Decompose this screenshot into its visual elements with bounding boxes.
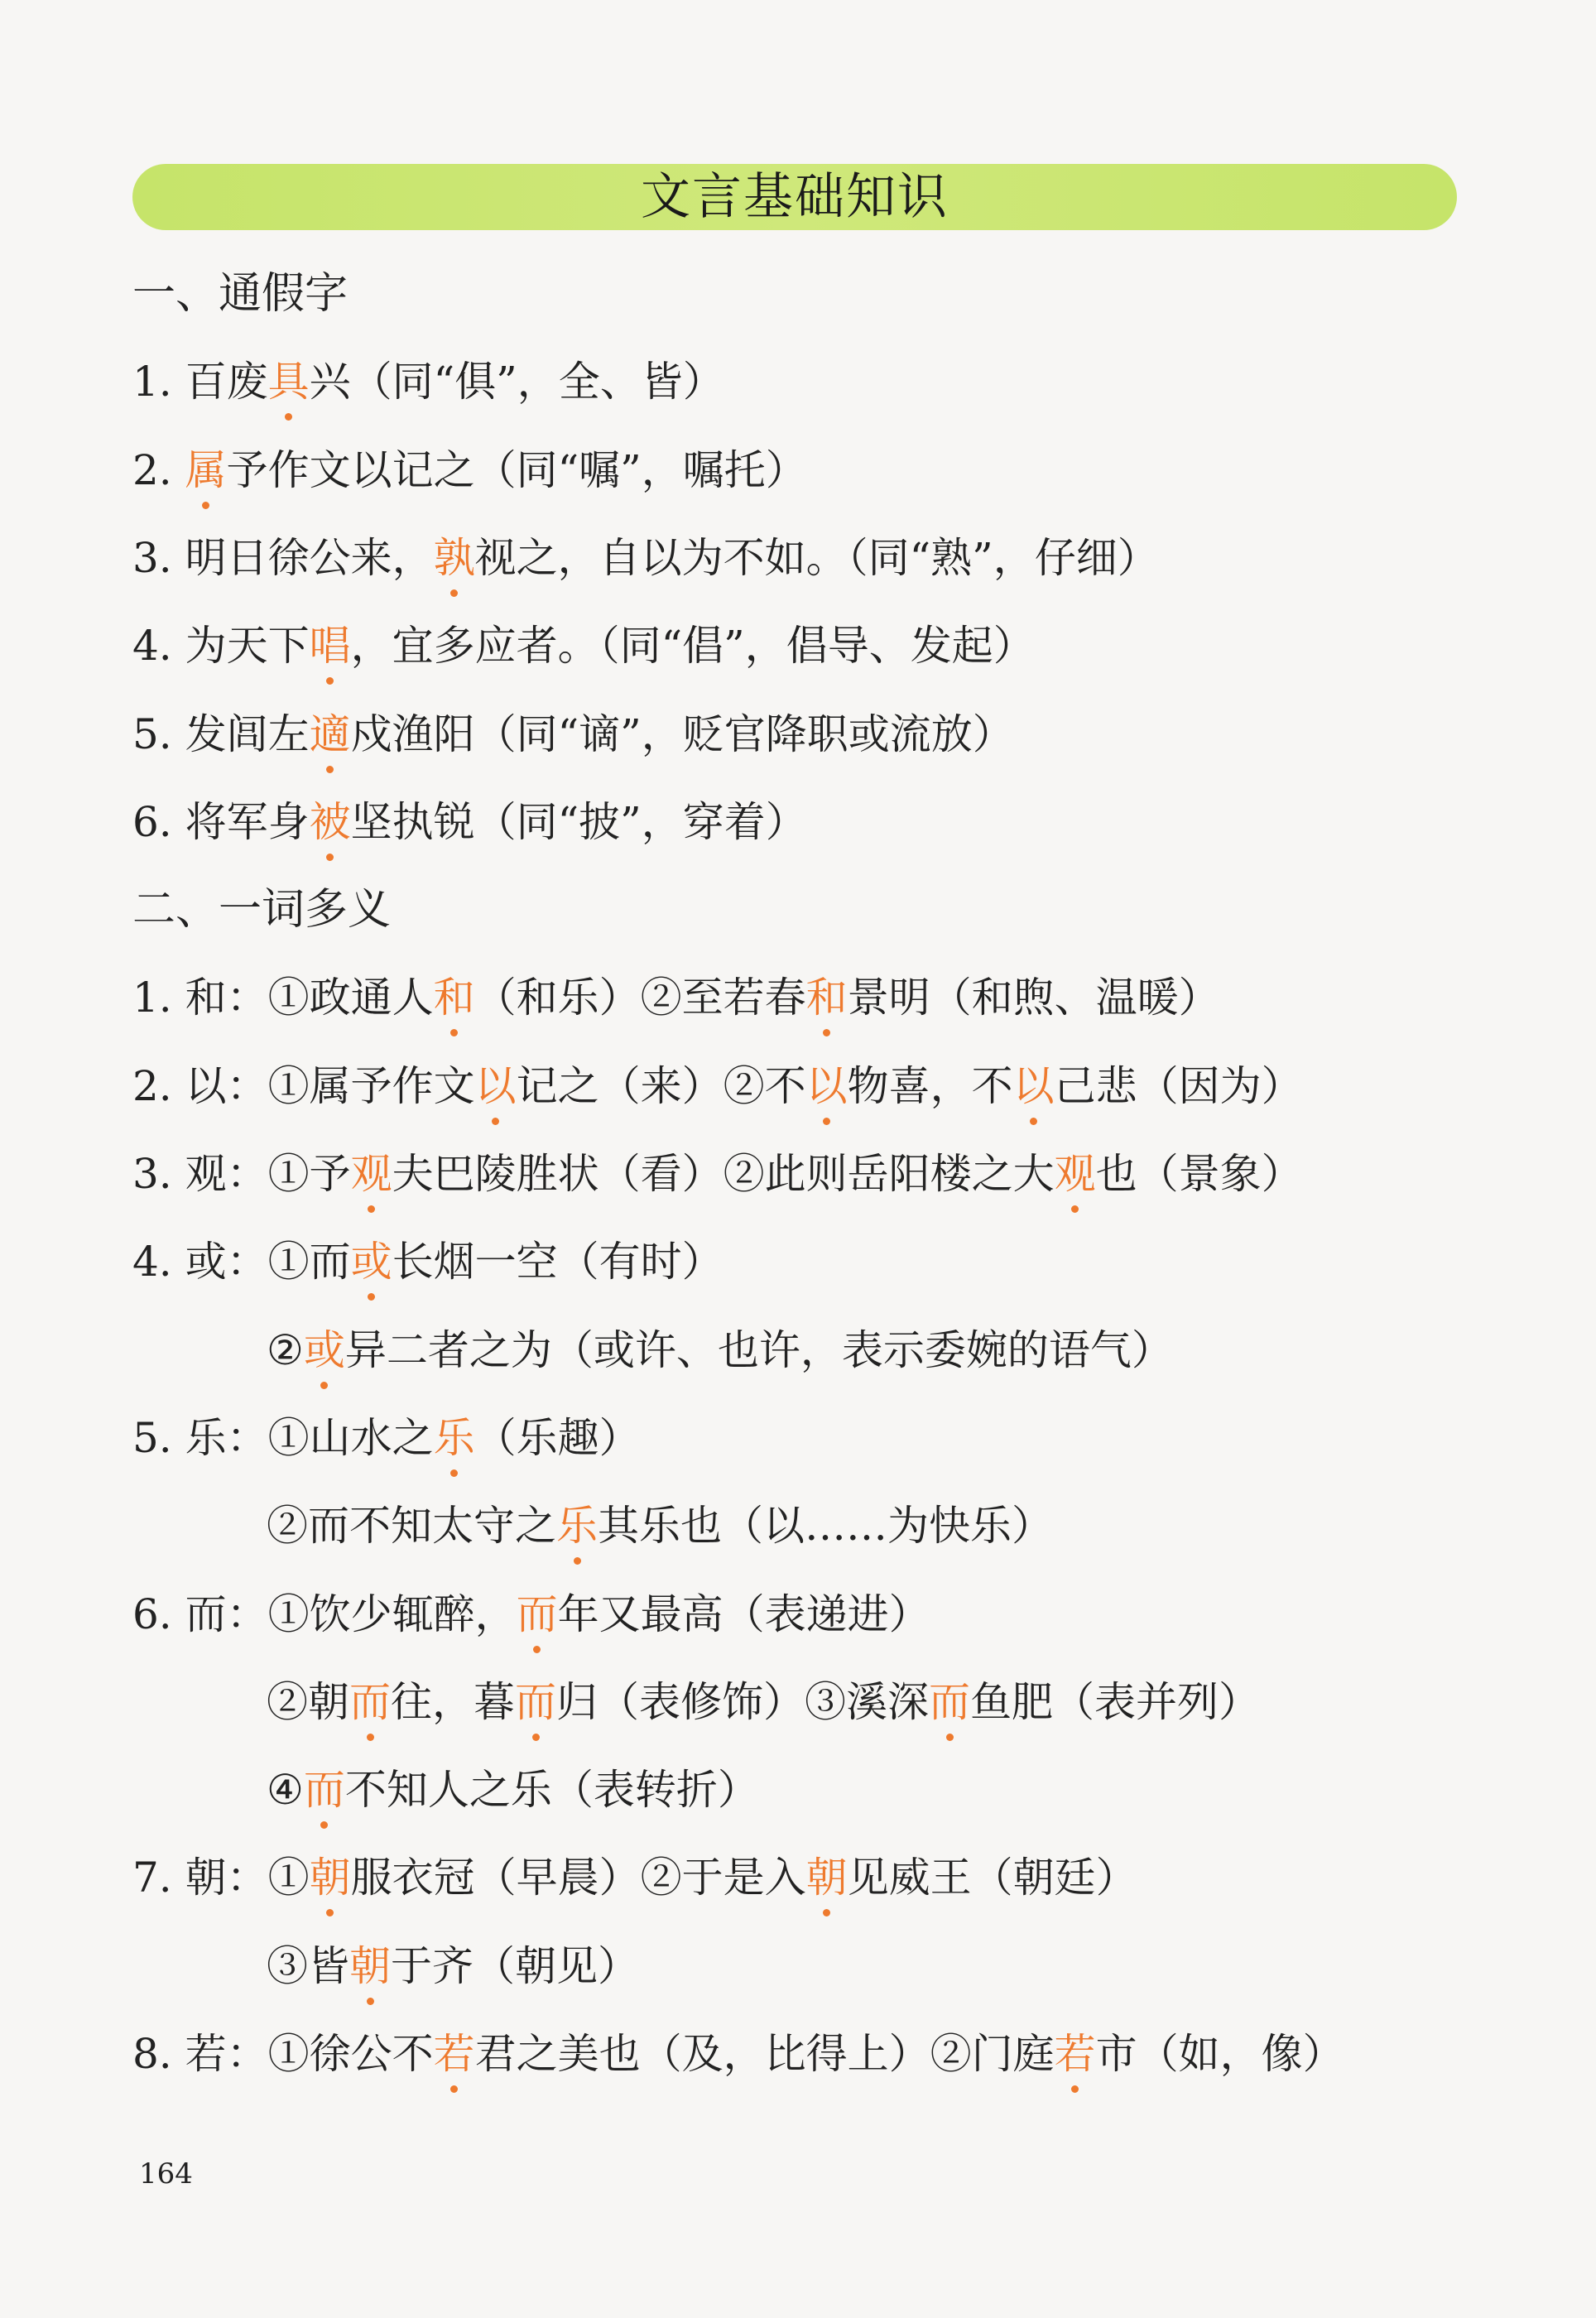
- keyword-char: 具: [268, 353, 310, 411]
- text-line: [132, 1233, 723, 1291]
- text-segment: 异二者之为（或许、也许，表示委婉的语气）: [344, 1325, 1173, 1374]
- text-segment: （乐趣）: [474, 1413, 641, 1462]
- keyword-char: 以: [475, 1057, 517, 1115]
- text-segment: 也（景象）: [1095, 1150, 1303, 1198]
- text-segment: ④: [267, 1766, 304, 1815]
- text-segment: 1. 和：①政通人: [132, 974, 434, 1022]
- keyword-char: 和: [806, 969, 848, 1027]
- keyword-char: 若: [1055, 2025, 1096, 2083]
- page-title: 文言基础知识: [641, 168, 949, 226]
- text-segment: ②而不知太守之: [267, 1502, 556, 1551]
- text-line: [267, 1321, 1173, 1379]
- text-line: [132, 529, 1159, 587]
- text-line: [132, 1145, 1303, 1203]
- text-segment: 4. 或：①而: [132, 1238, 351, 1286]
- keyword-char: 朝: [349, 1937, 391, 1995]
- keyword-char: 被: [310, 793, 351, 851]
- text-segment: 6. 而：①饮少辄醉，: [132, 1589, 517, 1638]
- text-segment: 见威王（朝廷）: [847, 1854, 1137, 1902]
- section-heading: [132, 265, 348, 323]
- text-line: [132, 441, 807, 499]
- keyword-char: 適: [310, 705, 351, 763]
- text-line: [132, 1409, 641, 1467]
- text-line: [132, 1849, 1137, 1907]
- text-segment: ②朝: [267, 1677, 349, 1726]
- keyword-char: 而: [515, 1673, 556, 1731]
- text-line: [132, 617, 1035, 675]
- keyword-char: 和: [434, 969, 475, 1027]
- text-segment: ③皆: [267, 1941, 349, 1990]
- keyword-char: 朝: [806, 1849, 848, 1907]
- text-segment: 夫巴陵胜状（看）②此则岳阳楼之大: [392, 1150, 1055, 1198]
- text-segment: 己悲（因为）: [1054, 1061, 1303, 1110]
- keyword-char: 或: [304, 1321, 345, 1379]
- text-segment: （和乐）②至若春: [474, 974, 806, 1022]
- text-line: [132, 1585, 930, 1643]
- text-segment: 记之（来）②不: [516, 1061, 806, 1110]
- text-segment: 于齐（朝见）: [391, 1941, 639, 1990]
- text-segment: 往，暮: [391, 1677, 515, 1726]
- text-line: [267, 1497, 1053, 1555]
- keyword-char: 乐: [434, 1409, 475, 1467]
- text-segment: 物喜，不: [847, 1061, 1013, 1110]
- keyword-char: 观: [351, 1145, 392, 1203]
- keyword-char: 而: [304, 1761, 345, 1819]
- text-segment: 5. 发闾左: [132, 709, 310, 758]
- keyword-char: 以: [806, 1057, 848, 1115]
- keyword-char: 而: [517, 1585, 558, 1643]
- keyword-char: 而: [349, 1673, 391, 1731]
- text-segment: 鱼肥（表并列）: [970, 1677, 1260, 1726]
- text-segment: 3. 观：①予: [132, 1150, 351, 1198]
- keyword-char: 孰: [434, 529, 475, 587]
- text-segment: 二、一词多义: [132, 885, 392, 935]
- text-line: [132, 353, 724, 411]
- text-segment: 景明（和煦、温暖）: [847, 974, 1220, 1022]
- text-segment: 3. 明日徐公来，: [132, 533, 434, 582]
- text-line: [132, 793, 807, 851]
- text-segment: 4. 为天下: [132, 622, 310, 671]
- text-segment: 视之，自以为不如。（同“熟”，仔细）: [474, 533, 1159, 582]
- keyword-char: 以: [1013, 1057, 1055, 1115]
- text-segment: 市（如，像）: [1095, 2030, 1344, 2078]
- text-segment: 7. 朝：①: [132, 1854, 310, 1902]
- text-segment: 年又最高（表递进）: [557, 1589, 930, 1638]
- text-segment: 君之美也（及，比得上）②门庭: [474, 2030, 1055, 2078]
- keyword-char: 乐: [556, 1497, 598, 1555]
- keyword-char: 或: [351, 1233, 392, 1291]
- text-line: [132, 1057, 1303, 1115]
- text-line: [267, 1673, 1260, 1731]
- keyword-char: 观: [1055, 1145, 1096, 1203]
- text-segment: 归（表修饰）③溪深: [556, 1677, 929, 1726]
- text-line: [132, 969, 1220, 1027]
- text-segment: 2.: [132, 445, 185, 494]
- text-segment: 6. 将军身: [132, 797, 310, 846]
- text-segment: 长烟一空（有时）: [392, 1238, 723, 1286]
- text-segment: 5. 乐：①山水之: [132, 1413, 434, 1462]
- title-banner: [132, 164, 1457, 230]
- keyword-char: 而: [929, 1673, 970, 1731]
- text-segment: 予作文以记之（同“嘱”，嘱托）: [226, 445, 807, 494]
- keyword-char: 若: [434, 2025, 475, 2083]
- text-segment: 8. 若：①徐公不: [132, 2030, 434, 2078]
- text-line: [132, 705, 1014, 763]
- text-segment: 服衣冠（早晨）②于是入: [350, 1854, 806, 1902]
- text-segment: 1. 百废: [132, 358, 268, 406]
- text-segment: 一、通假字: [132, 269, 349, 319]
- text-line: [267, 1761, 759, 1819]
- keyword-char: 唱: [310, 617, 351, 675]
- text-line: [132, 2025, 1344, 2083]
- keyword-char: 朝: [310, 1849, 351, 1907]
- page-number: 164: [139, 2157, 193, 2191]
- section-heading: [132, 881, 391, 939]
- text-segment: 2. 以：①属予作文: [132, 1061, 475, 1110]
- text-segment: ，宜多应者。（同“倡”，倡导、发起）: [350, 622, 1035, 671]
- text-line: [267, 1937, 639, 1995]
- keyword-char: 属: [185, 441, 227, 499]
- text-segment: 坚执锐（同“披”，穿着）: [350, 797, 807, 846]
- text-segment: ②: [267, 1325, 304, 1374]
- text-segment: 戍渔阳（同“谪”，贬官降职或流放）: [350, 709, 1014, 758]
- text-segment: 其乐也（以……为快乐）: [598, 1502, 1053, 1551]
- text-segment: 不知人之乐（表转折）: [344, 1766, 759, 1815]
- text-segment: 兴（同“俱”，全、皆）: [309, 358, 724, 406]
